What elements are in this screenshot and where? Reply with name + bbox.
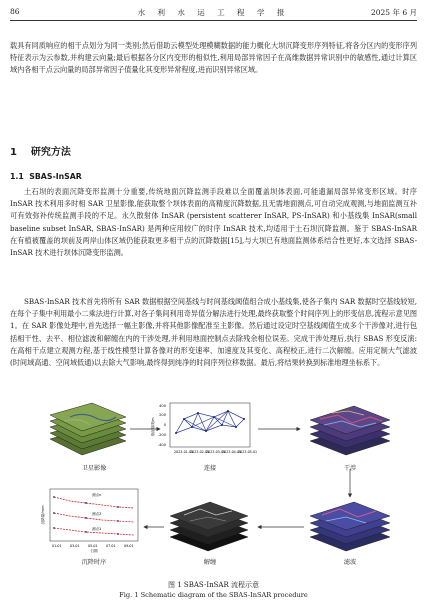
figure-caption-cn: 图 1 SBAS-InSAR 流程示意 bbox=[168, 581, 259, 589]
ts-xtick-1: 01-01 bbox=[52, 544, 62, 548]
page-header bbox=[10, 7, 417, 21]
label-filter: 滤波 bbox=[343, 559, 357, 566]
section-title: 研究方法 bbox=[30, 147, 71, 158]
ts-xtick-4: 07-01 bbox=[106, 544, 116, 548]
label-interferogram: 干涉 bbox=[343, 465, 357, 472]
baseline-xtick-3: 2023-03-01 bbox=[206, 450, 226, 454]
body-paragraph-1: 土石坝的表面沉降变形监测十分重要,传统地面沉降监测手段难以全面覆盖坝体表面,可能遗漏局部异常变形区域。时序 InSAR 技术利用多时相 SAR 卫星影像,能获取整个坝体表面的高精度沉降数据,且无需地面测点,可自动完成观测,与地面监测互补可有效弥补传统监测手段的不足。永久散射体 InSAR (persistent scatterer InSAR, PS-InSAR) 和小基线集 InSAR(small baseline subset InSAR, SBAS-InSAR) 是两种应用较广的时序 InSAR 技术,均适用于土石坝沉降监测。鉴于 SBAS-InSAR 在有植被覆盖的坝前及两岸山体区域仍能获取更多相干点的沉降数据[15],与大坝已有地面监测体系结合性更好,本文选择 SBAS-InSAR 技术进行坝体沉降变形监测。 bbox=[10, 187, 417, 258]
header-rule bbox=[10, 20, 417, 21]
baseline-ytick-4: -200 bbox=[157, 433, 166, 437]
ts-label-1: 测点1 bbox=[92, 527, 102, 531]
settlement-timeseries-plot bbox=[40, 489, 138, 553]
baseline-ytick-2: 200 bbox=[159, 413, 166, 417]
page-number: 86 bbox=[10, 7, 20, 16]
ts-label-2: 测点2 bbox=[92, 512, 102, 516]
section-heading bbox=[10, 143, 71, 158]
label-timeseries: 沉降时序 bbox=[81, 559, 107, 566]
filtered-stack bbox=[310, 502, 390, 551]
figure-caption-en: Fig. 1 Schematic diagram of the SBAS-InSAR procedure bbox=[119, 591, 308, 599]
ts-xtick-3: 05-01 bbox=[88, 544, 98, 548]
baseline-network-plot bbox=[150, 403, 257, 454]
figure-1 bbox=[20, 397, 407, 580]
interferogram-stack bbox=[310, 406, 390, 455]
journal-title: 水 利 水 运 工 程 学 报 bbox=[137, 8, 290, 17]
ts-xtick-2: 03-01 bbox=[70, 544, 80, 548]
label-baseline: 连接 bbox=[203, 465, 217, 472]
subsection-title: SBAS-InSAR bbox=[29, 172, 82, 181]
issue-date: 2025 年 6 月 bbox=[370, 8, 417, 17]
ts-ylabel: 沉降量/mm bbox=[41, 505, 45, 525]
label-satellite: 卫星影像 bbox=[81, 465, 107, 472]
baseline-ylabel: 垂直基线/m bbox=[151, 417, 155, 437]
unwrapped-stack bbox=[170, 502, 248, 551]
section-number: 1 bbox=[10, 147, 17, 158]
label-unwrap: 解缠 bbox=[203, 559, 217, 566]
intro-paragraph: 载具有同质响应的相干点划分为同一类别;然后借助云模型处理模糊数据的能力概化大坝沉降变形序列特征,将各分区内的变形序列特征表示为云参数,并构建云向量;最后根据各分区内变形的相似性,利用局部异常因子在高维数据异常识别中的敏感性,通过计算区域内各相干点云向量的局部异常因子值量化其变形异常程度,进而识别异常区域。 bbox=[10, 41, 417, 75]
baseline-xtick-1: 2023-01-01 bbox=[174, 450, 194, 454]
satellite-image-stack bbox=[50, 403, 126, 455]
subsection-number: 1.1 bbox=[10, 172, 24, 181]
baseline-xtick-2: 2023-02-01 bbox=[190, 450, 210, 454]
baseline-xtick-4: 2023-04-01 bbox=[222, 450, 242, 454]
ts-xlabel: 日期 bbox=[90, 549, 98, 553]
baseline-ytick-5: -400 bbox=[157, 443, 166, 447]
baseline-ytick-3: 0 bbox=[163, 423, 166, 427]
baseline-xtick-5: 2023-05-01 bbox=[238, 450, 258, 454]
baseline-ytick-1: 400 bbox=[159, 404, 166, 408]
ts-label-n: 测点n bbox=[92, 493, 102, 497]
subsection-heading bbox=[10, 172, 82, 181]
body-paragraph-2: SBAS-InSAR 技术首先将所有 SAR 数据根据空间基线与时间基线阈值组合成小基线集,使各子集内 SAR 数据时空基线较短,在每个子集中利用最小二乘法进行计算,对各子集间利用奇异值分解法进行处理,最终获取整个时间序列上的形变信息,流程示意见图 1。在 SAR 影像处理中,首先选择一幅主影像,并将其他影像配准至主影像。然后通过设定时空基线阈值生成多个干涉像对,进行包括相干性、去平、相位滤波和解缠在内的干涉处理,并利用地面控制点去除残余相位误差。完成干涉处理后,执行 SBAS 形变反演:在高相干点建立观测方程,基于线性模型计算各像对的形变速率、加速度及其变化、高程校正,进行二次解缠。应用定制大气滤波(时间域高通、空间域低通)以去除大气影响,最终得到纯净的时间序列位移数据。最后,将结果转换到标准地理坐标系下。 bbox=[10, 297, 417, 368]
ts-xtick-5: 09-01 bbox=[124, 544, 134, 548]
figure-diagram bbox=[20, 397, 407, 565]
